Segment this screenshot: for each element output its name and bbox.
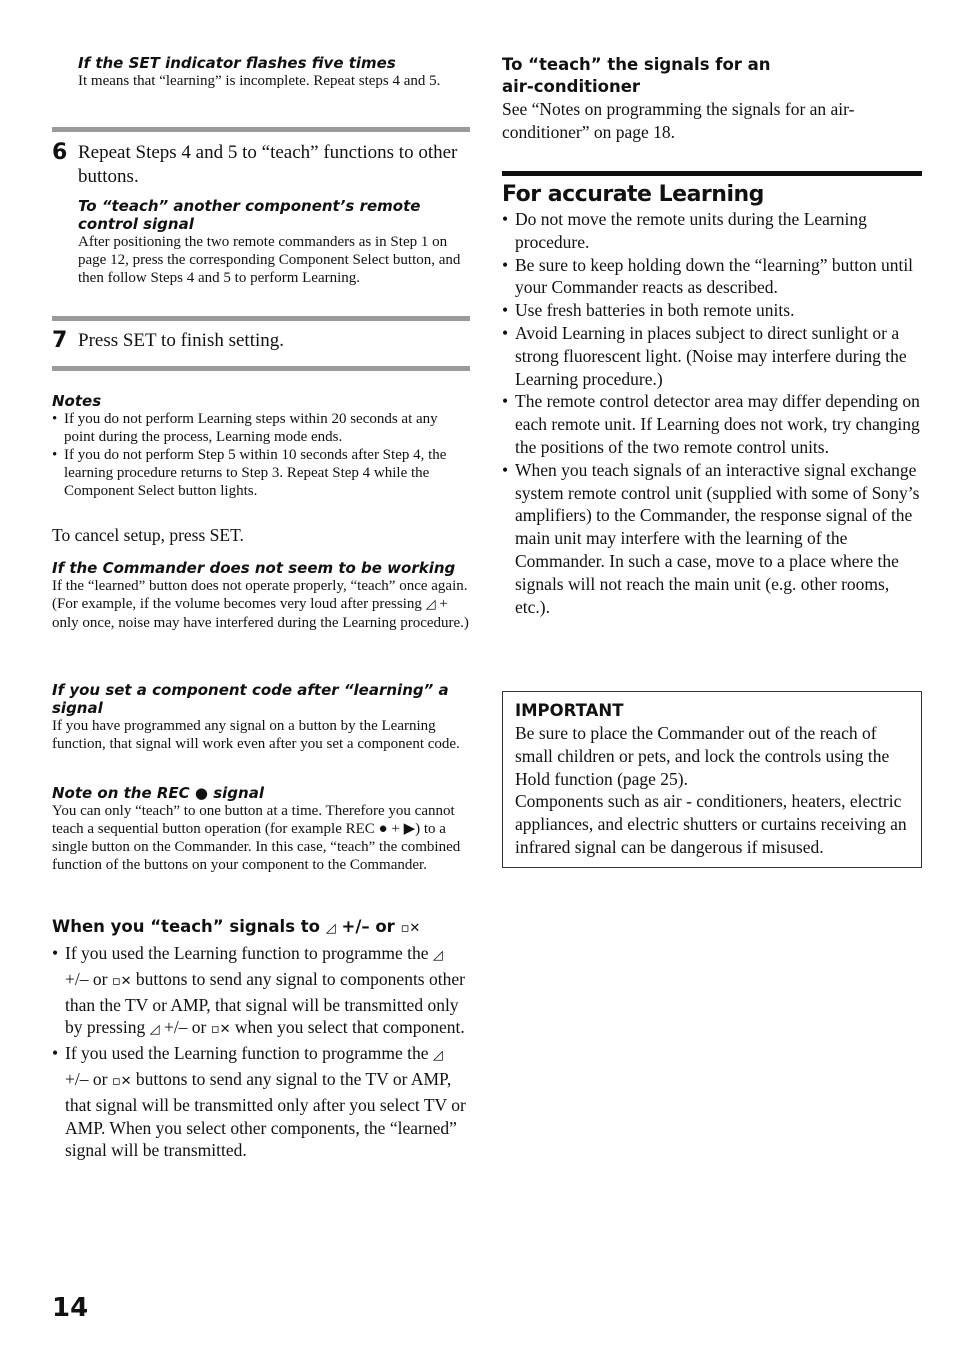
accurate-learning-section (502, 182, 922, 618)
rec-note-text: You can only “teach” to one button at a time. Therefore you cannot teach a sequential button operation (for example REC ● + ▶) to a single button on the Commander. In this case, “teach” the combined function of the buttons on your component to the Commander. (52, 803, 461, 873)
aircon-heading: To “teach” the signals for an air-conditioner (502, 55, 771, 96)
accurate-learning-heading: For accurate Learning (502, 182, 764, 207)
divider (52, 316, 470, 321)
step-text: Press SET to finish setting. (78, 330, 285, 351)
teach-volume-list (52, 942, 470, 1162)
section-rule (502, 171, 922, 176)
mute-icon: ▫✕ (111, 973, 132, 989)
step-number: 7 (52, 328, 68, 353)
list-item: • Use fresh batteries in both remote units. (502, 299, 922, 322)
rec-note-heading: Note on the REC ● signal (52, 784, 264, 802)
important-text-2: Components such as air - conditioners, heaters, electric appliances, and electric shutters or curtains receiving an infrared signal can be dangerous if misused. (515, 791, 907, 857)
list-item: • Avoid Learning in places subject to direct sunlight or a strong fluorescent light. (Noise may interfere during the Learning procedure.) (502, 322, 922, 390)
important-text-1: Be sure to place the Commander out of the reach of small children or pets, and lock the controls using the Hold function (page 25). (515, 723, 890, 789)
mute-icon: ▫✕ (210, 1022, 231, 1038)
list-item: • Do not move the remote units during the Learning procedure. (502, 208, 922, 254)
volume-icon: ◿ (325, 921, 336, 936)
notes-section (52, 392, 470, 500)
important-box (502, 691, 922, 868)
teach-volume-section (52, 916, 470, 1162)
component-code-text: If you have programmed any signal on a button by the Learning function, that signal will work even after you set a component code. (52, 718, 460, 752)
not-working-heading: If the Commander does not seem to be working (52, 559, 456, 577)
not-working-text: If the “learned” button does not operate properly, “teach” once again. (For example, if the volume becomes very loud after pressing ◿ + only once, noise may have interfered during the Learning procedure.) (52, 578, 469, 631)
set-flash-heading: If the SET indicator flashes five times (78, 54, 396, 72)
notes-heading: Notes (52, 392, 102, 410)
step-6 (52, 141, 470, 287)
page-number: 14 (52, 1293, 89, 1323)
mute-icon: ▫✕ (111, 1073, 132, 1089)
teach-component-text: After positioning the two remote commanders as in Step 1 on page 12, press the corresponding Component Select button, and then follow Steps 4 and 5 to perform Learning. (78, 234, 461, 286)
volume-icon: ◿ (432, 1048, 443, 1064)
teach-component-heading: To “teach” another component’s remote control signal (78, 197, 421, 233)
component-code-section (52, 681, 470, 753)
list-item: • If you used the Learning function to programme the ◿ +/– or ▫✕ buttons to send any signal to the TV or AMP, that signal will be transmitted only after you select TV or AMP. When you select other components, the “learned” signal will be transmitted. (52, 1042, 470, 1162)
accurate-learning-list (502, 208, 922, 618)
divider (52, 127, 470, 132)
divider (52, 366, 470, 371)
notes-list (52, 410, 470, 500)
play-icon: ▶ (403, 821, 416, 837)
list-item: • If you used the Learning function to programme the ◿ +/– or ▫✕ buttons to send any signal to components other than the TV or AMP, that signal will be transmitted only by pressing ◿ +/– or ▫✕ when you select that component. (52, 942, 470, 1042)
list-item: • If you do not perform Learning steps within 20 seconds at any point during the process, Learning mode ends. (52, 410, 470, 446)
set-flash-text: It means that “learning” is incomplete. Repeat steps 4 and 5. (78, 73, 441, 89)
not-working-section (52, 559, 470, 632)
step-text: Repeat Steps 4 and 5 to “teach” functions to other buttons. (78, 142, 458, 187)
aircon-section (502, 54, 922, 144)
teach-volume-heading: When you “teach” signals to ◿ +/– or ▫✕ (52, 917, 421, 936)
step-7 (52, 329, 470, 353)
volume-icon: ◿ (149, 1022, 160, 1038)
aircon-text: See “Notes on programming the signals for an air-conditioner” on page 18. (502, 99, 855, 142)
volume-icon: ◿ (432, 948, 443, 963)
volume-icon: ◿ (425, 597, 436, 612)
list-item: • Be sure to keep holding down the “learning” button until your Commander reacts as described. (502, 254, 922, 300)
component-code-heading: If you set a component code after “learning” a signal (52, 681, 449, 717)
list-item: • If you do not perform Step 5 within 10 seconds after Step 4, the learning procedure returns to Step 3. Repeat Step 4 while the Component Select button lights. (52, 446, 470, 500)
list-item: • The remote control detector area may differ depending on each remote unit. If Learning does not work, try changing the positions of the two remote control units. (502, 390, 922, 458)
set-flash-section (78, 54, 470, 90)
cancel-text: To cancel setup, press SET. (52, 525, 244, 545)
mute-icon: ▫✕ (400, 921, 421, 936)
rec-note-section (52, 784, 470, 874)
list-item: • When you teach signals of an interactive signal exchange system remote control unit (supplied with some of Sony’s amplifiers) to the Commander, the response signal of the main unit may interfere with the learning of the Commander. In such a case, move to a place where the signals will not reach the main unit (e.g. other rooms, etc.). (502, 459, 922, 619)
important-heading: IMPORTANT (515, 701, 624, 720)
step-number: 6 (52, 140, 68, 165)
